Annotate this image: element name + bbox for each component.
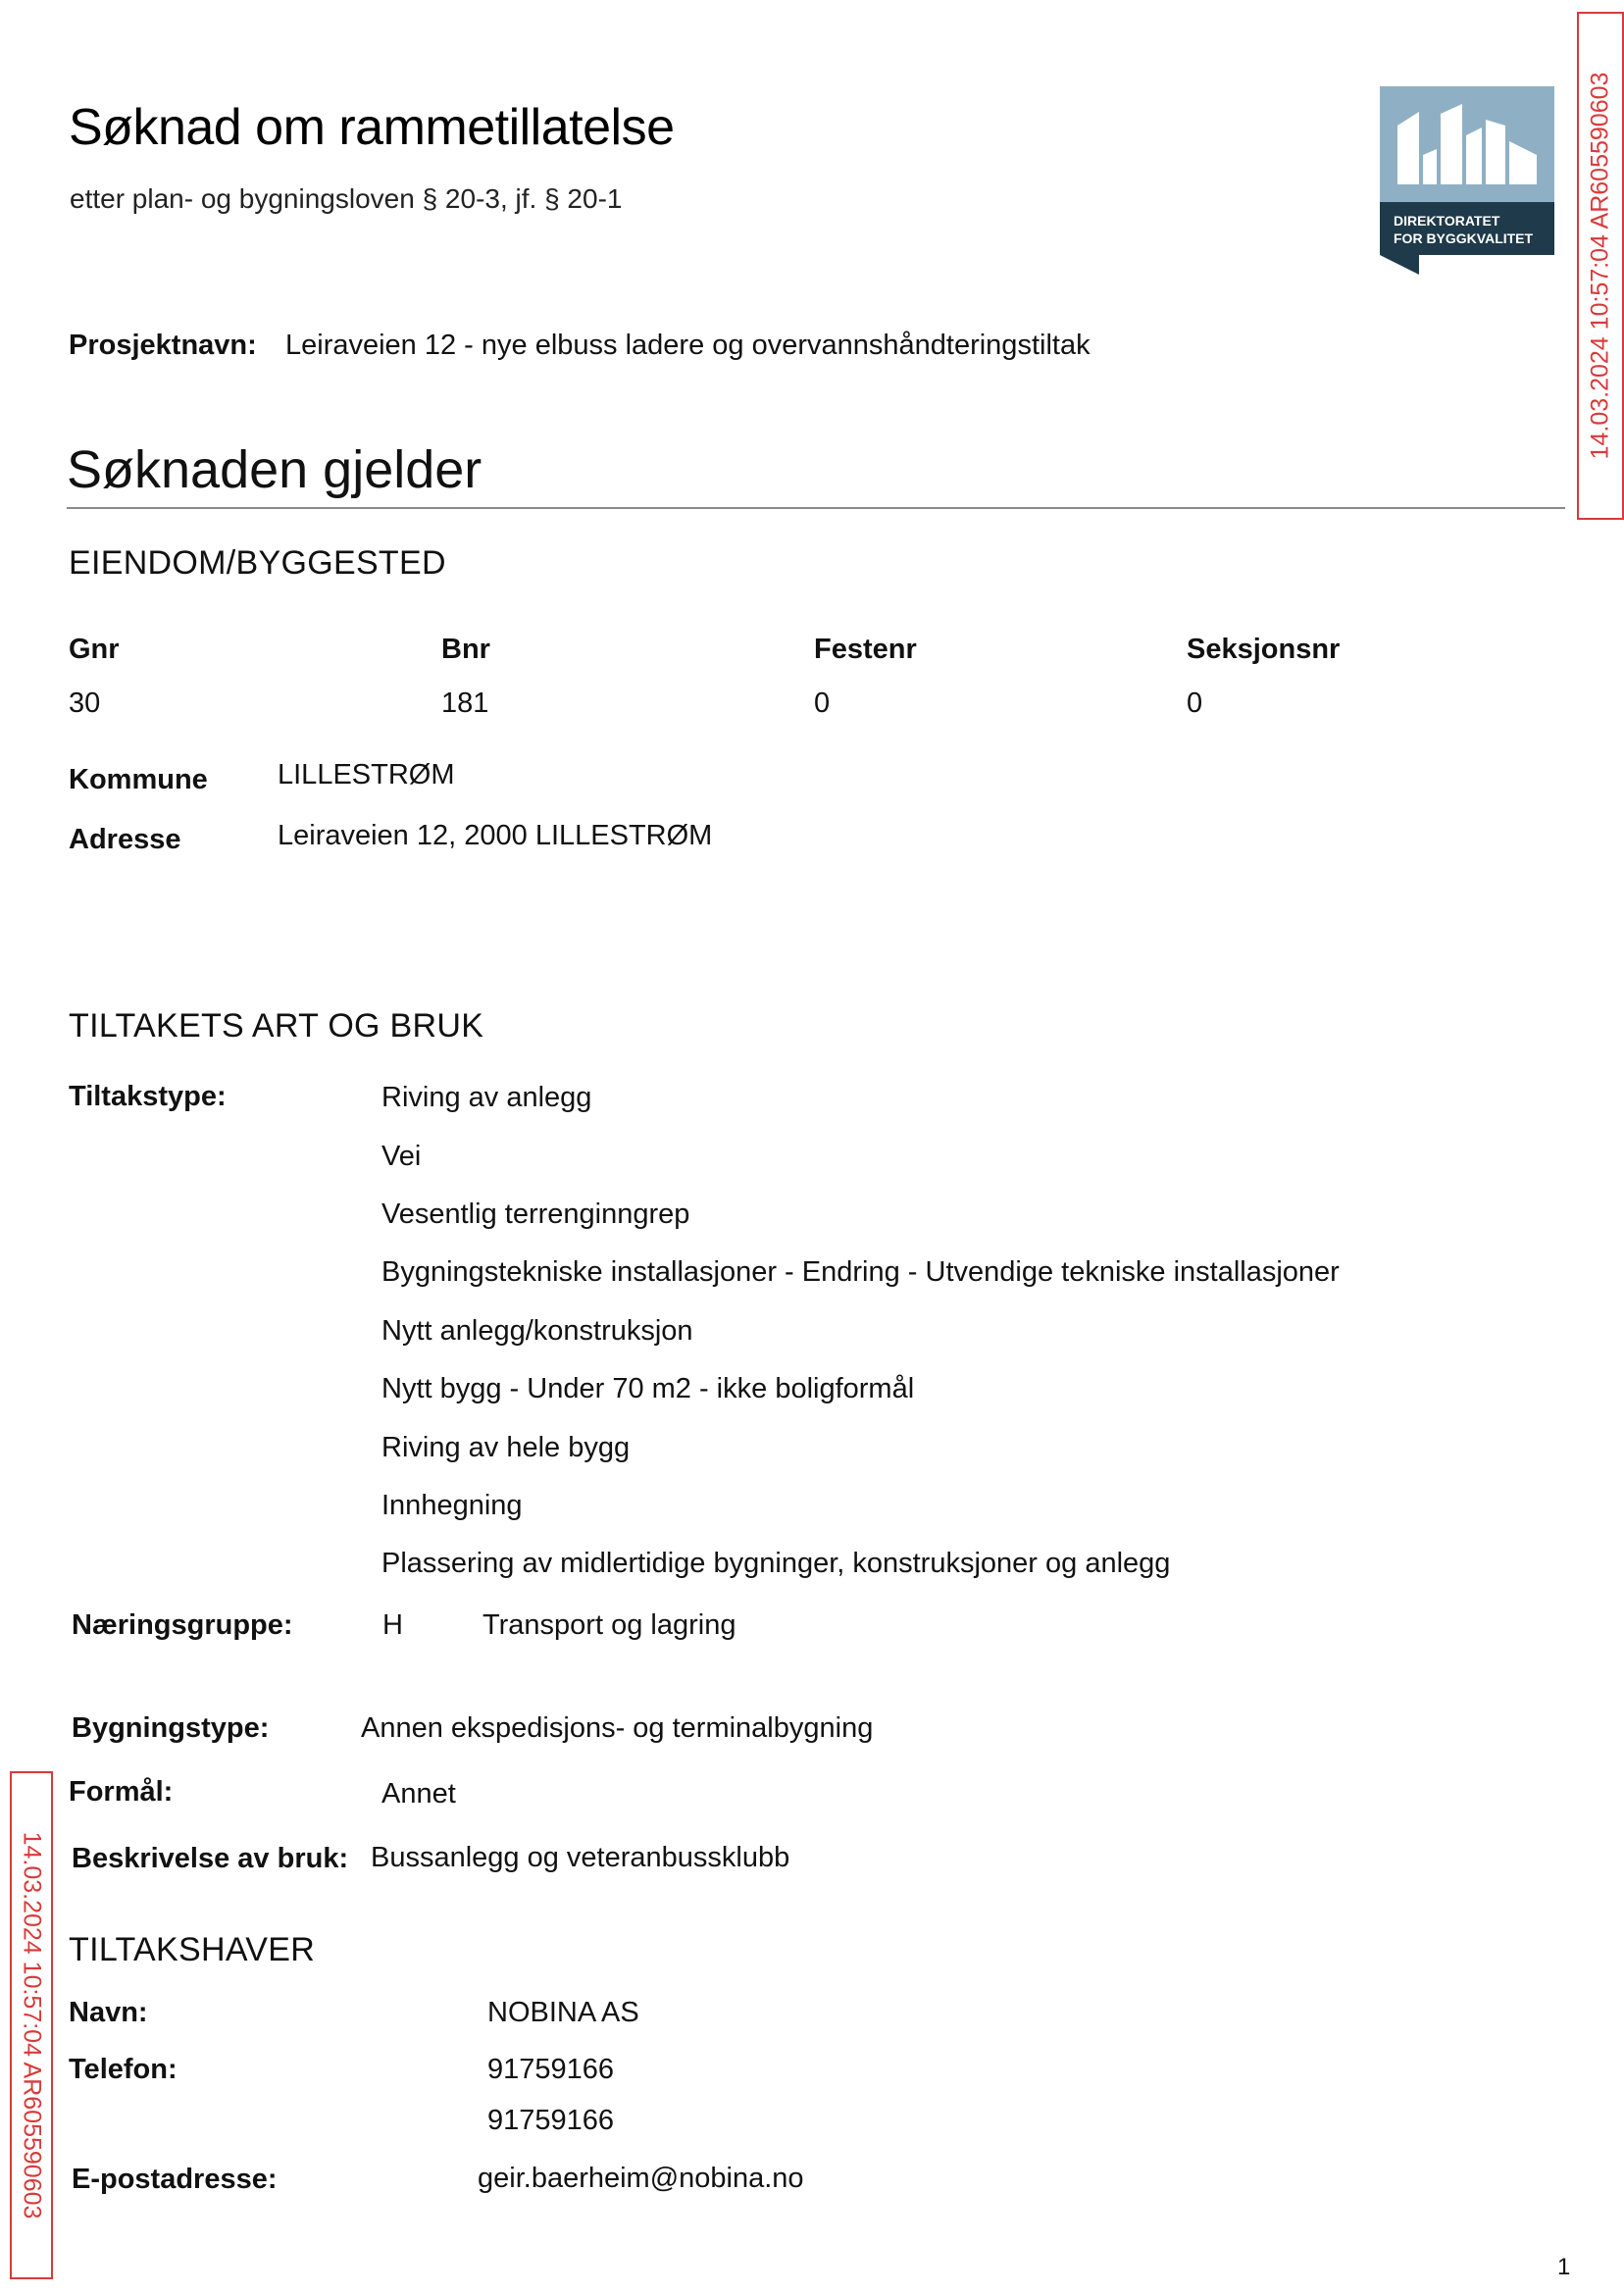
tiltakstype-item: Nytt bygg - Under 70 m2 - ikke boligformål	[381, 1373, 915, 1404]
bruk-label: Beskrivelse av bruk:	[72, 1843, 349, 1874]
section-divider	[67, 507, 1565, 509]
naeringsgruppe-code: H	[382, 1609, 403, 1641]
project-label: Prosjektnavn:	[69, 330, 257, 361]
document-subtitle: etter plan- og bygningsloven § 20-3, jf. § 20-1	[70, 183, 623, 214]
tiltakstype-item: Riving av anlegg	[381, 1082, 592, 1113]
telefon-value: 91759166	[487, 2054, 615, 2085]
naeringsgruppe-label: Næringsgruppe:	[72, 1609, 293, 1641]
formaal-value: Annet	[381, 1778, 456, 1810]
tiltakstype-item: Vesentlig terrenginngrep	[381, 1198, 690, 1230]
bygningstype-label: Bygningstype:	[72, 1712, 270, 1744]
tiltakstype-item: Innhegning	[381, 1490, 523, 1521]
timestamp-stamp-left	[10, 1771, 53, 2279]
festenr-value: 0	[814, 688, 831, 719]
tiltakstype-item: Riving av hele bygg	[381, 1432, 631, 1463]
tiltak-heading: TILTAKETS ART OG BRUK	[69, 1007, 484, 1045]
bygningstype-value: Annen ekspedisjons- og terminalbygning	[361, 1712, 874, 1744]
logo-text-line1: DIREKTORATET	[1394, 213, 1500, 229]
naeringsgruppe-value: Transport og lagring	[482, 1609, 736, 1641]
gnr-label: Gnr	[69, 634, 120, 665]
page-number: 1	[1557, 2254, 1571, 2280]
dibk-logo	[1380, 86, 1554, 275]
kommune-value: LILLESTRØM	[278, 759, 455, 790]
navn-label: Navn:	[69, 1997, 148, 2028]
adresse-value: Leiraveien 12, 2000 LILLESTRØM	[278, 820, 713, 851]
stamp-text-left: 14.03.2024 10:57:04 AR605590603	[18, 1831, 46, 2219]
tiltakstype-item: Bygningstekniske installasjoner - Endring - Utvendige tekniske installasjoner	[381, 1256, 1340, 1288]
bnr-value: 181	[441, 688, 489, 719]
property-heading: EIENDOM/BYGGESTED	[69, 544, 446, 582]
section-heading: Søknaden gjelder	[67, 440, 482, 499]
bnr-label: Bnr	[441, 634, 490, 665]
timestamp-stamp-top	[1577, 12, 1624, 520]
festenr-label: Festenr	[814, 634, 917, 665]
tiltakstype-label: Tiltakstype:	[69, 1081, 227, 1112]
seksjonsnr-label: Seksjonsnr	[1187, 634, 1341, 665]
telefon-value: 91759166	[487, 2105, 615, 2136]
document-title: Søknad om rammetillatelse	[69, 99, 675, 156]
seksjonsnr-value: 0	[1187, 688, 1203, 719]
bruk-value: Bussanlegg og veteranbussklubb	[371, 1842, 790, 1873]
gnr-value: 30	[69, 688, 101, 719]
tiltakshaver-heading: TILTAKSHAVER	[69, 1931, 316, 1968]
project-value: Leiraveien 12 - nye elbuss ladere og overvannshåndteringstiltak	[285, 330, 1091, 361]
adresse-label: Adresse	[69, 824, 181, 855]
kommune-label: Kommune	[69, 764, 208, 795]
tiltakstype-item: Plassering av midlertidige bygninger, konstruksjoner og anlegg	[381, 1548, 1171, 1579]
stamp-text-top: 14.03.2024 10:57:04 AR605590603	[1586, 72, 1614, 460]
epost-value: geir.baerheim@nobina.no	[478, 2163, 804, 2194]
logo-text-line2: FOR BYGGKVALITET	[1394, 230, 1534, 246]
telefon-label: Telefon:	[69, 2054, 178, 2085]
tiltakstype-item: Vei	[381, 1141, 422, 1172]
formaal-label: Formål:	[69, 1776, 174, 1808]
tiltakstype-item: Nytt anlegg/konstruksjon	[381, 1315, 693, 1347]
navn-value: NOBINA AS	[487, 1997, 639, 2028]
epost-label: E-postadresse:	[72, 2164, 278, 2195]
